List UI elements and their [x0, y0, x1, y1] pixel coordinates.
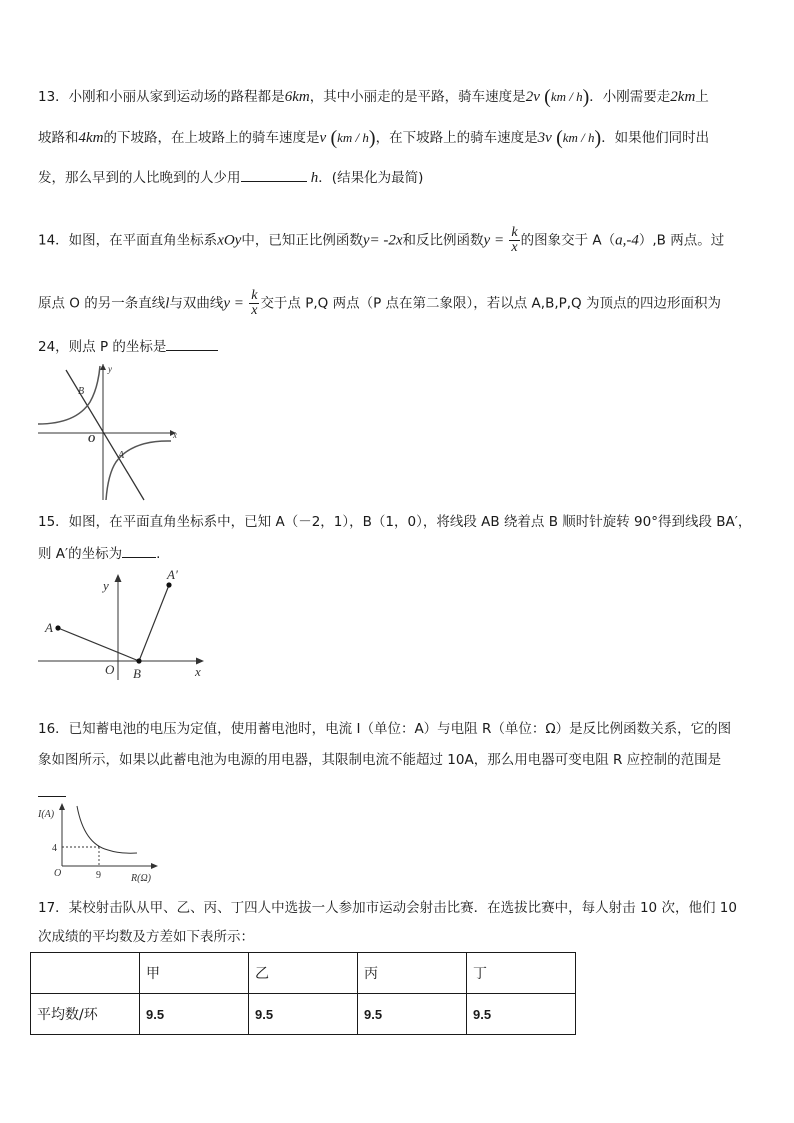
- score-table: [30, 952, 576, 1035]
- label-B: B: [78, 386, 85, 397]
- table-header-row: [31, 953, 576, 994]
- label-x: x: [195, 664, 201, 679]
- y-axis-arrow: [100, 364, 106, 370]
- point-A: [55, 625, 60, 630]
- y-axis-arrow: [115, 574, 122, 582]
- q13-line3: 发，那么早到的人比晚到的人少用 h．(结果化为最简): [38, 167, 423, 187]
- label-O: O: [88, 434, 96, 445]
- header-cell-empty: [31, 953, 140, 994]
- q17-line1: 17．某校射击队从甲、乙、丙、丁四人中选拔一人参加市运动会射击比赛．在选拔比赛中，每人射击 10 次，他们 10: [38, 900, 737, 916]
- label-A: A: [118, 450, 125, 461]
- q15-line1: 15．如图，在平面直角坐标系中，已知 A（－2，1），B（1，0），将线段 AB 绕着点 B 顺时针旋转 90°得到线段 BA′，: [38, 514, 752, 530]
- header-cell-ding: 丁: [467, 953, 576, 994]
- q14-line2: 原点 O 的另一条直线l与双曲线y = $\frac{k}{x}$ 交于点 P,Q 两点（P 点在第二象限），若以点 A,B,P,Q 为顶点的四边形面积为: [38, 288, 721, 318]
- q14-line1: 14．如图，在平面直角坐标系xOy中，已知正比例函数y= -2x和反比例函数y = $\frac{k}{x}$ 的图象交于 A（a,-4）,B 两点。过: [38, 225, 725, 255]
- x-axis-label: R(Ω): [131, 873, 151, 884]
- header-cell-bing: 丙: [358, 953, 467, 994]
- row-label: 平均数/环: [31, 994, 140, 1035]
- q16-answer-blank[interactable]: [38, 784, 66, 797]
- label-O: O: [105, 662, 115, 677]
- header-cell-yi: 乙: [249, 953, 358, 994]
- y-axis-arrow: [59, 803, 65, 810]
- q15-answer-blank[interactable]: [122, 543, 156, 558]
- q15-line2: 则 A′的坐标为 .: [38, 543, 160, 563]
- segment-AB: [58, 628, 139, 661]
- label-y: y: [103, 578, 109, 593]
- q16-figure: [36, 800, 166, 886]
- y-axis-label: I(A): [38, 809, 55, 820]
- q16-line1: 16．已知蓄电池的电压为定值，使用蓄电池时，电流 I（单位：A）与电阻 R（单位：Ω）是反比例函数关系，它的图: [38, 721, 732, 737]
- q14-fraction-k-over-x-2: $\frac{k}{x}$: [251, 288, 258, 318]
- value-cell: 9.5: [467, 994, 576, 1035]
- point-A-prime: [166, 582, 171, 587]
- tick-9: 9: [96, 870, 101, 881]
- tick-4: 4: [52, 843, 57, 854]
- q13-answer-blank[interactable]: [241, 167, 307, 182]
- label-O: O: [54, 868, 62, 879]
- q13-line1: 13．小刚和小丽从家到运动场的路程都是6km，其中小丽走的是平路，骑车速度是2v (km / h)．小刚需要走2km上: [38, 86, 709, 108]
- value-cell: 9.5: [358, 994, 467, 1035]
- q14-answer-blank[interactable]: [166, 336, 218, 351]
- label-B: B: [133, 666, 141, 681]
- label-y: y: [108, 364, 112, 374]
- inverse-curve: [77, 806, 137, 853]
- header-cell-jia: 甲: [140, 953, 249, 994]
- value-cell: 9.5: [140, 994, 249, 1035]
- q15-figure: [36, 568, 216, 683]
- q14-line3: 24，则点 P 的坐标是: [38, 336, 218, 356]
- label-A: A: [45, 620, 53, 635]
- x-axis-arrow: [151, 863, 158, 869]
- q14-figure: [36, 362, 196, 502]
- point-B: [136, 658, 141, 663]
- value-cell: 9.5: [249, 994, 358, 1035]
- label-A-prime: A′: [167, 568, 178, 582]
- q13-line2: 坡路和4km的下坡路，在上坡路上的骑车速度是v (km / h)，在下坡路上的骑车速度是3v (km / h)．如果他们同时出: [38, 127, 710, 149]
- table-row: [31, 994, 576, 1035]
- q13-dist: 6km: [284, 89, 310, 105]
- q16-line2: 象如图所示，如果以此蓄电池为电源的用电器，其限制电流不能超过 10A，那么用电器可变电阻 R 应控制的范围是: [38, 752, 722, 768]
- q14-fraction-k-over-x: $\frac{k}{x}$: [511, 225, 518, 255]
- label-x: x: [173, 430, 177, 440]
- q17-line2: 次成绩的平均数及方差如下表所示：: [38, 929, 254, 945]
- segment-BA-prime: [139, 585, 169, 661]
